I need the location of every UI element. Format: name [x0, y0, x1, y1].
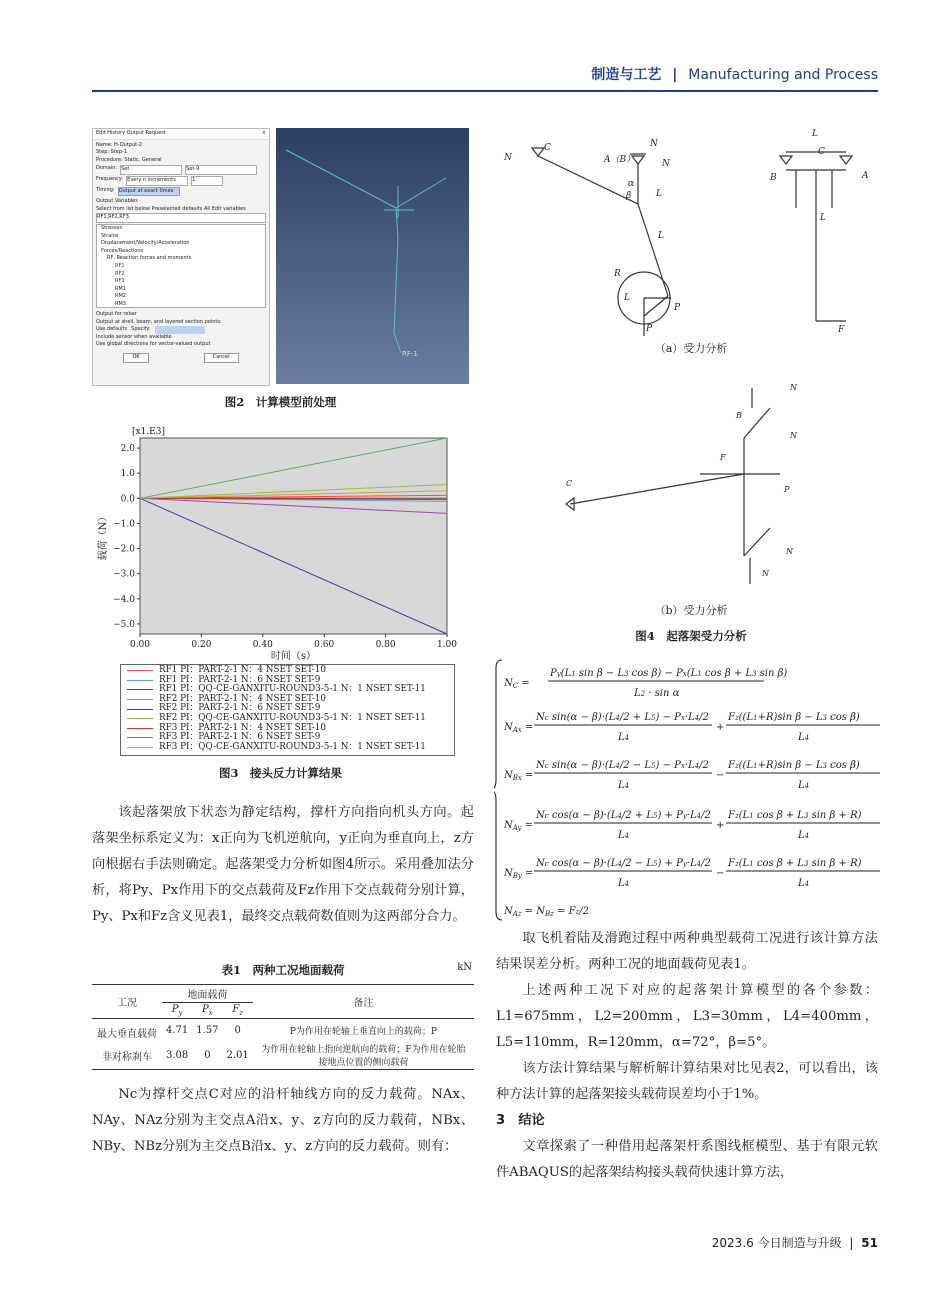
th-load: 地面载荷	[162, 985, 253, 1003]
tree-item[interactable]: Forces/Reactions	[101, 247, 144, 254]
y-tick-label: 1.0	[120, 469, 135, 480]
svg-text:NBy =: $N_{By}$ =	[504, 868, 534, 880]
section-heading: 3 结论	[496, 1113, 545, 1128]
legend-swatch	[127, 699, 153, 700]
label-c2: C	[818, 147, 825, 157]
rf-label: RF-1	[402, 350, 418, 358]
rebar-checkbox[interactable]: Output for rebar	[96, 310, 137, 317]
svg-text:+: +	[716, 820, 725, 831]
svg-text:L4: L4	[798, 878, 810, 889]
svg-text:Nc sin(α − β)·(L4/2 + L5) − Px: Nc sin(α − β)·(L4/2 + L5) − Px·L4/2	[536, 712, 709, 723]
svg-text:N: N	[786, 547, 793, 556]
svg-text:Nc cos(α − β)·(L4/2 − L5) + Py: Nc cos(α − β)·(L4/2 − L5) + Py·L4/2	[536, 858, 711, 869]
cell-px: 0	[204, 1049, 211, 1061]
cancel-button[interactable]: Cancel	[204, 353, 239, 363]
y-scale-label: [x1.E3]	[132, 427, 165, 437]
section-label: Output at shell, beam, and layered section points:	[96, 318, 222, 325]
svg-text:NAx =: $N_{Ax}$ =	[504, 722, 534, 734]
dialog-step: Step: Step-1	[96, 149, 128, 156]
cell-note: P为作用在轮轴上垂直向上的载荷；P	[289, 1026, 437, 1037]
label-l5: L	[820, 213, 826, 223]
fig4b-caption: （b）受力分析	[654, 604, 728, 617]
label-l3: L	[624, 293, 630, 303]
svg-text:P: P	[784, 485, 790, 494]
legend-label: RF1 PI：PART-2-1 N：6 NSET SET-9	[159, 674, 321, 685]
svg-text:N: N	[790, 431, 797, 440]
output-vars-label: Output Variables	[96, 198, 138, 205]
select-options[interactable]: Select from list below Preselected defaults All Edit variables	[96, 205, 246, 212]
global-checkbox[interactable]: Use global directions for vector-valued output	[96, 341, 211, 348]
cell-py: 3.08	[166, 1049, 189, 1061]
svg-text:Fz((L1+R)sin β − L3 cos β): Fz((L1+R)sin β − L3 cos β)	[728, 760, 860, 771]
cell-fz: 0	[234, 1024, 241, 1036]
table1-unit: kN	[457, 962, 472, 973]
svg-text:NAy =: $N_{Ay}$ =	[504, 820, 534, 832]
plot-area	[140, 438, 447, 634]
header-rule	[92, 90, 878, 92]
svg-text:NBx =: $N_{Bx}$ =	[504, 770, 534, 782]
y-tick-label: 2.0	[120, 444, 135, 455]
svg-text:Nc cos(α − β)·(L4/2 + L5) + Py: Nc cos(α − β)·(L4/2 + L5) + Py·L4/2	[536, 810, 711, 821]
svg-text:L4: L4	[618, 732, 630, 743]
legend-swatch	[127, 680, 153, 681]
legend-label: RF2 PI：PART-2-1 N：6 NSET SET-9	[159, 703, 321, 714]
paragraph-2	[92, 1082, 474, 1160]
th-py: P	[171, 1004, 179, 1015]
legend-label: RF3 PI：PART-2-1 N：4 NSET SET-10	[159, 722, 326, 733]
set-select[interactable]: Set-9	[185, 165, 257, 175]
legend-label: RF2 PI：QQ-CE-GANXITU-ROUND3-5-1 N：1 NSET SET-11	[159, 712, 426, 723]
svg-text:L4: L4	[798, 830, 810, 841]
svg-text:B: B	[736, 411, 742, 420]
tree-item[interactable]: RF1	[115, 262, 125, 269]
table1-caption: 表1 两种工况地面载荷	[221, 963, 345, 977]
legend-label: RF3 PI：QQ-CE-GANXITU-ROUND3-5-1 N：1 NSET SET-11	[159, 741, 426, 752]
model-viewport[interactable]	[276, 128, 469, 384]
right-column-text	[496, 926, 878, 1186]
x-tick-label: 1.00	[436, 640, 458, 650]
dialog-titlebar	[93, 129, 269, 140]
y-tick-label: −5.0	[113, 619, 135, 630]
legend-swatch	[127, 689, 153, 690]
tree-item[interactable]: RF3	[115, 278, 125, 285]
th-case: 工况	[117, 998, 137, 1009]
svg-text:Py(L1 sin β − L3 cos β) − Px(L: Py(L1 sin β − L3 cos β) − Px(L1 cos β + L3 sin β)	[550, 668, 788, 679]
label-l4: L	[812, 129, 818, 139]
legend-label: RF2 PI：PART-2-1 N：4 NSET SET-10	[159, 693, 326, 704]
label-l1: L	[658, 231, 664, 241]
svg-text:C: C	[566, 479, 573, 488]
svg-text:−: −	[716, 868, 725, 879]
y-tick-label: −2.0	[113, 544, 135, 555]
svg-text:N: N	[790, 383, 797, 392]
fig4a-diagram	[496, 126, 886, 366]
tree-item[interactable]: Strains	[101, 232, 119, 239]
fig4b-diagram	[540, 378, 840, 598]
label-r: R	[614, 269, 621, 279]
label-nx: N	[662, 159, 670, 169]
label-ab: A（B）	[604, 155, 636, 165]
reaction-chart	[92, 424, 469, 664]
legend-label: RF1 PI：PART-2-1 N：4 NSET SET-10	[159, 665, 326, 675]
tree-item[interactable]: RF, Reaction forces and moments	[107, 255, 192, 262]
cell-fz: 2.01	[226, 1049, 249, 1061]
page-number: 51	[861, 1236, 878, 1250]
label-alpha: α	[628, 179, 635, 189]
label-ny: N	[650, 139, 658, 149]
cell-py: 4.71	[166, 1024, 189, 1036]
svg-text:+: +	[716, 722, 725, 733]
legend-swatch	[127, 670, 153, 671]
label-b: B	[770, 173, 777, 183]
x-tick-label: 0.00	[129, 640, 151, 650]
svg-text:L4: L4	[798, 732, 810, 743]
n-input[interactable]: 1	[191, 176, 223, 186]
frequency-select[interactable]: Every n increments	[126, 176, 188, 186]
running-header: 制造与工艺 | Manufacturing and Process	[591, 67, 878, 83]
legend-box	[120, 664, 455, 756]
fig3-caption: 图3 接头反力计算结果	[218, 766, 342, 780]
label-c: C	[544, 143, 551, 153]
x-tick-label: 0.40	[252, 640, 273, 650]
paragraph-4: 上述两种工况下对应的起落架计算模型的各个参数：L1=675mm，L2=200mm，L3=30mm，L4=400mm，L5=110mm，R=120mm，α=72°，β=5°。	[496, 983, 878, 1050]
th-note: 备注	[353, 998, 374, 1009]
table-row	[92, 1041, 474, 1070]
legend-item	[121, 743, 454, 753]
svg-text:Nc sin(α − β)·(L4/2 − L5) − Px: Nc sin(α − β)·(L4/2 − L5) − Px·L4/2	[536, 760, 709, 771]
y-tick-label: 0.0	[120, 494, 135, 505]
svg-text:L4: L4	[798, 780, 810, 791]
label-nc: N	[504, 153, 512, 163]
paragraph-6: 文章探索了一种借用起落架杆系图线框模型、基于有限元软件ABAQUS的起落架结构接头载荷快速计算方法，	[496, 1139, 878, 1180]
svg-text:L4: L4	[618, 830, 630, 841]
equation-system	[494, 656, 884, 924]
label-py: P	[646, 324, 653, 334]
cell-case: 非对称刹车	[102, 1051, 152, 1063]
x-tick-label: 0.20	[191, 640, 212, 650]
header-cn: 制造与工艺	[591, 67, 662, 83]
tree-item[interactable]: RM2	[115, 293, 126, 300]
paragraph-1-text: 该起落架放下状态为静定结构，撑杆方向指向机头方向。起落架坐标系定义为：x正向为飞机逆航向，y正向为垂直向上，z方向根据右手法则确定。起落架受力分析如图4所示。采用叠加法分析，将Py、Px作用下的交点载荷及Fz作用下交点载荷分别计算，Py、Px和Fz含义见表1，最终交点载荷数值则为这两部分合力。	[92, 805, 474, 924]
y-tick-label: −4.0	[113, 594, 135, 605]
label-beta: β	[626, 191, 632, 201]
paragraph-2-text: Nc为撑杆交点C对应的沿杆轴线方向的反力载荷。NAx、NAy、NAz分别为主交点A沿x、y、z方向的反力载荷，NBx、NBy、NBz分别为主交点B沿x、y、z方向的反力载荷。则有：	[92, 1087, 474, 1154]
cell-case: 最大垂直载荷	[97, 1029, 157, 1040]
footer: 2023.6 今日制造与升级 | 51	[711, 1236, 878, 1250]
svg-text:F: F	[720, 453, 726, 462]
cell-note: 为作用在轮轴上指向逆航向的载荷；F为作用在轮胎接地点位置的侧向载荷	[261, 1045, 466, 1068]
label-px: P	[674, 303, 681, 313]
fig2-caption: 图2 计算模型前处理	[224, 395, 337, 409]
svg-text:Fz(L1 cos β + L3 sin β + R): Fz(L1 cos β + L3 sin β + R)	[728, 858, 862, 869]
y-axis-label: 载荷（N）	[98, 511, 109, 561]
legend-label: RF1 PI：QQ-CE-GANXITU-ROUND3-5-1 N：1 NSET SET-11	[159, 684, 426, 695]
tree-item[interactable]: RM1	[115, 285, 126, 292]
tree-item[interactable]: Displacement/Velocity/Acceleration	[101, 240, 190, 247]
th-fz: F	[232, 1004, 240, 1015]
svg-text:−: −	[716, 770, 725, 781]
table1	[92, 962, 474, 1070]
abaqus-dialog: Edit History Output Request × Name: H-Output-2 Step: Step-1 Procedure: Static, General Domain: Set Set-9 Frequency: Every n increments 1 Timing: Output at exact times Output Variables Select from list below Preselected defaults All Edit variables RF1,RF2,RF3, Stresses Strains Displacement/Velocity/Acceleration Forces/Reactions RF, Reaction forces and moments RF1 RF2 RF3 RM1 RM2 RM3 Output for rebar Output at shell, beam, and layered section points: Use defaults Specify: Include sensor when available Use global directions for vector-valued output OK Cancel	[92, 128, 270, 386]
dialog-title: Edit History Output Request	[96, 130, 166, 136]
svg-text:N: N	[762, 569, 769, 578]
footer-issue: 2023.6 今日制造与升级	[711, 1236, 842, 1250]
y-tick-label: −3.0	[113, 569, 135, 580]
legend-swatch	[127, 747, 153, 748]
output-tree[interactable]	[96, 224, 266, 308]
dialog-procedure: Procedure: Static, General	[96, 156, 162, 163]
cell-px: 1.57	[196, 1024, 219, 1036]
dialog-name: Name: H-Output-2	[96, 141, 143, 148]
ok-button[interactable]: OK	[123, 353, 148, 363]
fig4-caption: 图4 起落架受力分析	[635, 629, 747, 643]
svg-text:NC =: $N_C$ =	[504, 678, 530, 690]
legend-label: RF3 PI：PART-2-1 N：6 NSET SET-9	[159, 732, 321, 743]
th-px: P	[202, 1004, 209, 1015]
legend-swatch	[127, 709, 153, 710]
tree-item[interactable]: RF2	[115, 270, 125, 277]
label-l2: L	[656, 189, 662, 199]
fig4a-caption: （a）受力分析	[654, 342, 728, 355]
x-tick-label: 0.80	[375, 640, 396, 650]
svg-text:Fz((L1+R)sin β − L3 cos β): Fz((L1+R)sin β − L3 cos β)	[728, 712, 860, 723]
svg-text:Fz(L1 cos β + L3 sin β + R): Fz(L1 cos β + L3 sin β + R)	[728, 810, 862, 821]
x-tick-label: 0.60	[314, 640, 335, 650]
y-tick-label: −1.0	[113, 519, 135, 530]
legend-swatch	[127, 728, 153, 729]
specify-radio[interactable]: Specify:	[131, 326, 151, 333]
svg-text:L4: L4	[618, 780, 630, 791]
header-en: Manufacturing and Process	[688, 67, 878, 83]
timing-select[interactable]: Output at exact times	[118, 187, 180, 197]
domain-select[interactable]: Set	[120, 165, 182, 175]
paragraph-3: 取飞机着陆及滑跑过程中两种典型载荷工况进行该计算方法结果误差分析。两种工况的地面载荷见表1。	[496, 931, 878, 972]
table1-grid: 工况 地面载荷 备注 $P_y$ $P_x$ $F_z$ 最大垂直载荷 4.71 1.57 0 P为作用在轮轴上垂直向上的载荷；P 非对称刹车 3.08 0 2.01 为作用在轮轴上指向逆航向的载荷；F为作用在轮胎接地点位置的侧向载荷	[92, 984, 474, 1070]
use-defaults-radio[interactable]: Use defaults	[96, 326, 128, 333]
fig3-chart	[92, 424, 469, 754]
svg-text:L4: L4	[618, 878, 630, 889]
label-fz: F	[838, 325, 845, 335]
paragraph-5: 该方法计算结果与解析解计算结果对比见表2，可以看出，该种方法计算的起落架接头载荷误差均小于1%。	[496, 1061, 878, 1102]
x-axis-label: 时间（s）	[270, 651, 317, 662]
table-row	[92, 1019, 474, 1042]
svg-text:NAz = NBz = Fz/2: $N_{Az} = N_{Bz} = Fz/2$	[504, 906, 589, 918]
paragraph-1	[92, 800, 474, 930]
tree-item[interactable]: RM3	[115, 300, 126, 307]
legend-swatch	[127, 737, 153, 738]
legend-swatch	[127, 718, 153, 719]
vars-input[interactable]: RF1,RF2,RF3,	[96, 213, 266, 223]
close-icon[interactable]: ×	[261, 130, 266, 136]
sensor-checkbox[interactable]: Include sensor when available	[96, 333, 172, 340]
label-a: A	[862, 171, 869, 181]
tree-item[interactable]: Stresses	[101, 224, 123, 231]
svg-text:L2 · sin α: L2 · sin α	[634, 688, 680, 699]
